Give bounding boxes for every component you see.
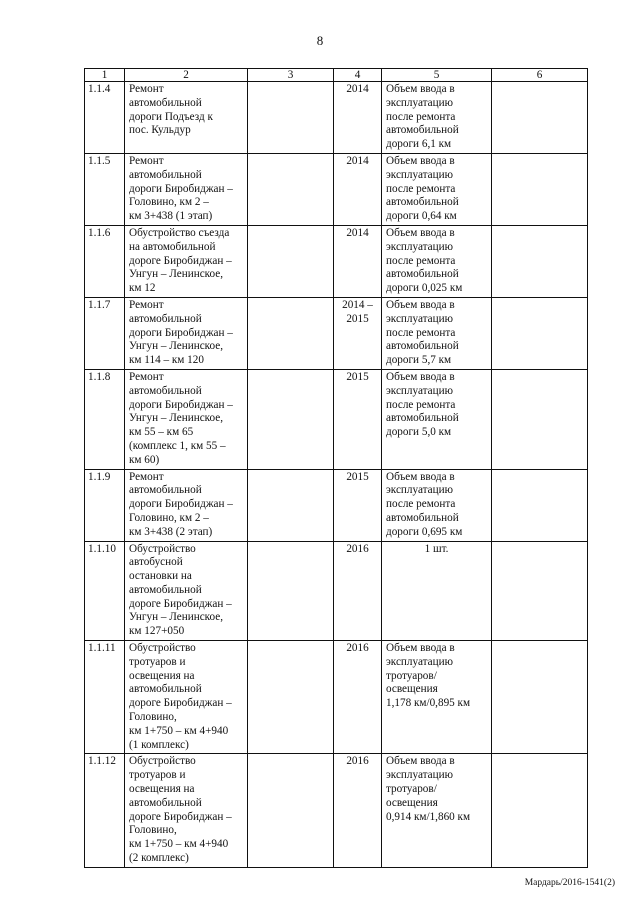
measure-name-line: Головино, км 2 – (129, 511, 209, 524)
measure-name-line: тротуаров и (129, 769, 186, 782)
result-line: после ремонта (386, 398, 456, 411)
header-cell-1: 1 (85, 69, 125, 82)
result-line: автомобильной (386, 196, 459, 209)
measure-name-line: Ремонт (129, 298, 164, 311)
measure-name-line: дороги Биробиджан – (129, 182, 233, 195)
result-line: эксплуатацию (386, 168, 453, 181)
measure-name-line: автомобильной (129, 484, 202, 497)
result-line: автомобильной (386, 124, 459, 137)
measure-name (125, 297, 248, 369)
measure-name-line: автомобильной (129, 384, 202, 397)
column-6-cell (492, 469, 588, 541)
measure-name-line: дороге Биробиджан – (129, 697, 232, 710)
measure-name (125, 82, 248, 154)
result-line: Объем ввода в (386, 154, 455, 167)
result-line: 0,914 км/1,860 км (386, 810, 471, 823)
measure-name (125, 754, 248, 867)
result-line: тротуаров/ (386, 669, 437, 682)
measure-name-line: Головино, км 2 – (129, 196, 209, 209)
measure-name (125, 641, 248, 754)
column-6-cell (492, 153, 588, 225)
measure-name-line: Унгун – Ленинское, (129, 268, 224, 281)
measures-table (84, 68, 588, 868)
result-line: автомобильной (386, 511, 459, 524)
result-line: дороги 0,695 км (386, 525, 463, 538)
table-row (85, 641, 588, 754)
page-number: 8 (316, 33, 324, 48)
column-6-cell (492, 641, 588, 754)
result-line: эксплуатацию (386, 384, 453, 397)
header-cell-6: 6 (492, 69, 588, 82)
table-row (85, 153, 588, 225)
implementation-year (334, 469, 382, 541)
measure-name-line: км 12 (129, 282, 156, 295)
measure-name-line: (2 комплекс) (129, 852, 189, 865)
implementation-year (334, 225, 382, 297)
measure-name-line: км 60) (129, 453, 160, 466)
implementation-year (334, 369, 382, 469)
measure-name-line: освещения на (129, 783, 195, 796)
measure-name-line: дороги Биробиджан – (129, 498, 233, 511)
measure-name-line: км 55 – км 65 (129, 426, 194, 439)
column-3-cell (248, 82, 334, 154)
expected-result (382, 153, 492, 225)
item-number: 1.1.4 (85, 82, 125, 154)
table-row (85, 369, 588, 469)
expected-result (382, 297, 492, 369)
measure-name-line: автомобильной (129, 96, 202, 109)
measure-name-line: дороге Биробиджан – (129, 597, 232, 610)
year-line: 2015 (346, 312, 369, 325)
implementation-year (334, 754, 382, 867)
result-line: автомобильной (386, 268, 459, 281)
header-cell-2: 2 (125, 69, 248, 82)
implementation-year (334, 541, 382, 641)
column-3-cell (248, 469, 334, 541)
year-line: 2014 (346, 83, 369, 95)
table-row (85, 541, 588, 641)
measure-name-line: автомобильной (129, 796, 202, 809)
implementation-year (334, 82, 382, 154)
result-line: эксплуатацию (386, 240, 453, 253)
result-line: Объем ввода в (386, 755, 455, 768)
column-3-cell (248, 369, 334, 469)
item-number: 1.1.12 (85, 754, 125, 867)
expected-result (382, 225, 492, 297)
measure-name-line: Унгун – Ленинское, (129, 412, 224, 425)
result-line: после ремонта (386, 326, 456, 339)
implementation-year (334, 641, 382, 754)
document-footer: Мардарь/2016-1541(2) (524, 878, 615, 888)
year-line: 2016 (346, 755, 369, 768)
result-line: освещения (386, 796, 438, 809)
result-line: автомобильной (386, 412, 459, 425)
expected-result (382, 541, 492, 641)
measure-name-line: Обустройство (129, 755, 196, 768)
measure-name-line: дороге Биробиджан – (129, 254, 232, 267)
result-line: после ремонта (386, 254, 456, 267)
measure-name-line: км 1+750 – км 4+940 (129, 838, 229, 851)
measure-name-line: (комплекс 1, км 55 – (129, 439, 226, 452)
measure-name-line: км 114 – км 120 (129, 354, 204, 367)
measure-name-line: км 1+750 – км 4+940 (129, 724, 229, 737)
year-line: 2016 (346, 542, 369, 555)
measure-name-line: остановки на (129, 570, 192, 583)
measure-name-line: Унгун – Ленинское, (129, 340, 224, 353)
column-3-cell (248, 541, 334, 641)
item-number: 1.1.11 (85, 641, 125, 754)
header-cell-4: 4 (334, 69, 382, 82)
year-line: 2015 (346, 370, 369, 383)
item-number: 1.1.8 (85, 369, 125, 469)
result-line: дороги 6,1 км (386, 138, 452, 151)
column-6-cell (492, 541, 588, 641)
result-line: Объем ввода в (386, 226, 455, 239)
measure-name-line: Обустройство (129, 542, 196, 555)
measure-name (125, 369, 248, 469)
item-number: 1.1.9 (85, 469, 125, 541)
result-line: эксплуатацию (386, 484, 453, 497)
measure-name-line: освещения на (129, 669, 195, 682)
item-number: 1.1.6 (85, 225, 125, 297)
measure-name-line: автомобильной (129, 583, 202, 596)
column-3-cell (248, 641, 334, 754)
measure-name (125, 469, 248, 541)
result-line: эксплуатацию (386, 96, 453, 109)
expected-result (382, 82, 492, 154)
measure-name (125, 153, 248, 225)
item-number: 1.1.5 (85, 153, 125, 225)
measure-name-line: дороги Подъезд к (129, 110, 213, 123)
header-row (85, 69, 588, 82)
measure-name-line: пос. Кульдур (129, 124, 191, 137)
column-3-cell (248, 225, 334, 297)
implementation-year (334, 153, 382, 225)
result-line: дороги 0,64 км (386, 210, 457, 223)
measure-name-line: на автомобильной (129, 240, 216, 253)
year-line: 2014 (346, 154, 369, 167)
measure-name (125, 225, 248, 297)
year-line: 2014 (346, 226, 369, 239)
result-line: дороги 5,0 км (386, 426, 452, 439)
result-line: Объем ввода в (386, 370, 455, 383)
item-number: 1.1.7 (85, 297, 125, 369)
measure-name-line: Ремонт (129, 470, 164, 483)
result-line: эксплуатацию (386, 769, 453, 782)
column-6-cell (492, 369, 588, 469)
column-6-cell (492, 297, 588, 369)
measure-name-line: (1 комплекс) (129, 738, 189, 751)
result-line: Объем ввода в (386, 83, 455, 95)
measure-name-line: Ремонт (129, 154, 164, 167)
result-line: освещения (386, 683, 438, 696)
result-line: после ремонта (386, 498, 456, 511)
measure-name-line: Обустройство (129, 642, 196, 655)
column-3-cell (248, 297, 334, 369)
measure-name-line: дороге Биробиджан – (129, 810, 232, 823)
measure-name-line: Унгун – Ленинское, (129, 611, 224, 624)
year-line: 2014 – (342, 298, 373, 311)
measure-name-line: км 127+050 (129, 625, 185, 638)
measure-name-line: Головино, (129, 824, 177, 837)
column-6-cell (492, 754, 588, 867)
measure-name-line: автомобильной (129, 312, 202, 325)
measure-name-line: Обустройство съезда (129, 226, 230, 239)
measure-name-line: км 3+438 (2 этап) (129, 525, 213, 538)
header-cell-3: 3 (248, 69, 334, 82)
expected-result (382, 754, 492, 867)
column-3-cell (248, 754, 334, 867)
table-row (85, 225, 588, 297)
result-line: Объем ввода в (386, 298, 455, 311)
result-line: дороги 5,7 км (386, 354, 452, 367)
result-line: дороги 0,025 км (386, 282, 463, 295)
measure-name-line: км 3+438 (1 этап) (129, 210, 213, 223)
measure-name-line: Ремонт (129, 370, 164, 383)
column-6-cell (492, 82, 588, 154)
expected-result (382, 469, 492, 541)
result-line: тротуаров/ (386, 783, 437, 796)
table-row (85, 469, 588, 541)
item-number: 1.1.10 (85, 541, 125, 641)
result-line: после ремонта (386, 182, 456, 195)
result-line: автомобильной (386, 340, 459, 353)
implementation-year (334, 297, 382, 369)
measure-name-line: автобусной (129, 556, 183, 569)
measure-name-line: тротуаров и (129, 655, 186, 668)
column-3-cell (248, 153, 334, 225)
measure-name (125, 541, 248, 641)
measure-name-line: дороги Биробиджан – (129, 398, 233, 411)
measure-name-line: Ремонт (129, 83, 164, 95)
result-line: 1,178 км/0,895 км (386, 697, 471, 710)
year-line: 2016 (346, 642, 369, 655)
year-line: 2015 (346, 470, 369, 483)
measure-name-line: дороги Биробиджан – (129, 326, 233, 339)
measure-name-line: автомобильной (129, 683, 202, 696)
result-line: эксплуатацию (386, 655, 453, 668)
expected-result (382, 641, 492, 754)
result-line: 1 шт. (424, 542, 449, 555)
measure-name-line: автомобильной (129, 168, 202, 181)
table-row (85, 754, 588, 867)
table-row (85, 297, 588, 369)
table-row (85, 82, 588, 154)
result-line: Объем ввода в (386, 470, 455, 483)
result-line: после ремонта (386, 110, 456, 123)
expected-result (382, 369, 492, 469)
result-line: Объем ввода в (386, 642, 455, 655)
measure-name-line: Головино, (129, 711, 177, 724)
column-6-cell (492, 225, 588, 297)
result-line: эксплуатацию (386, 312, 453, 325)
header-cell-5: 5 (382, 69, 492, 82)
